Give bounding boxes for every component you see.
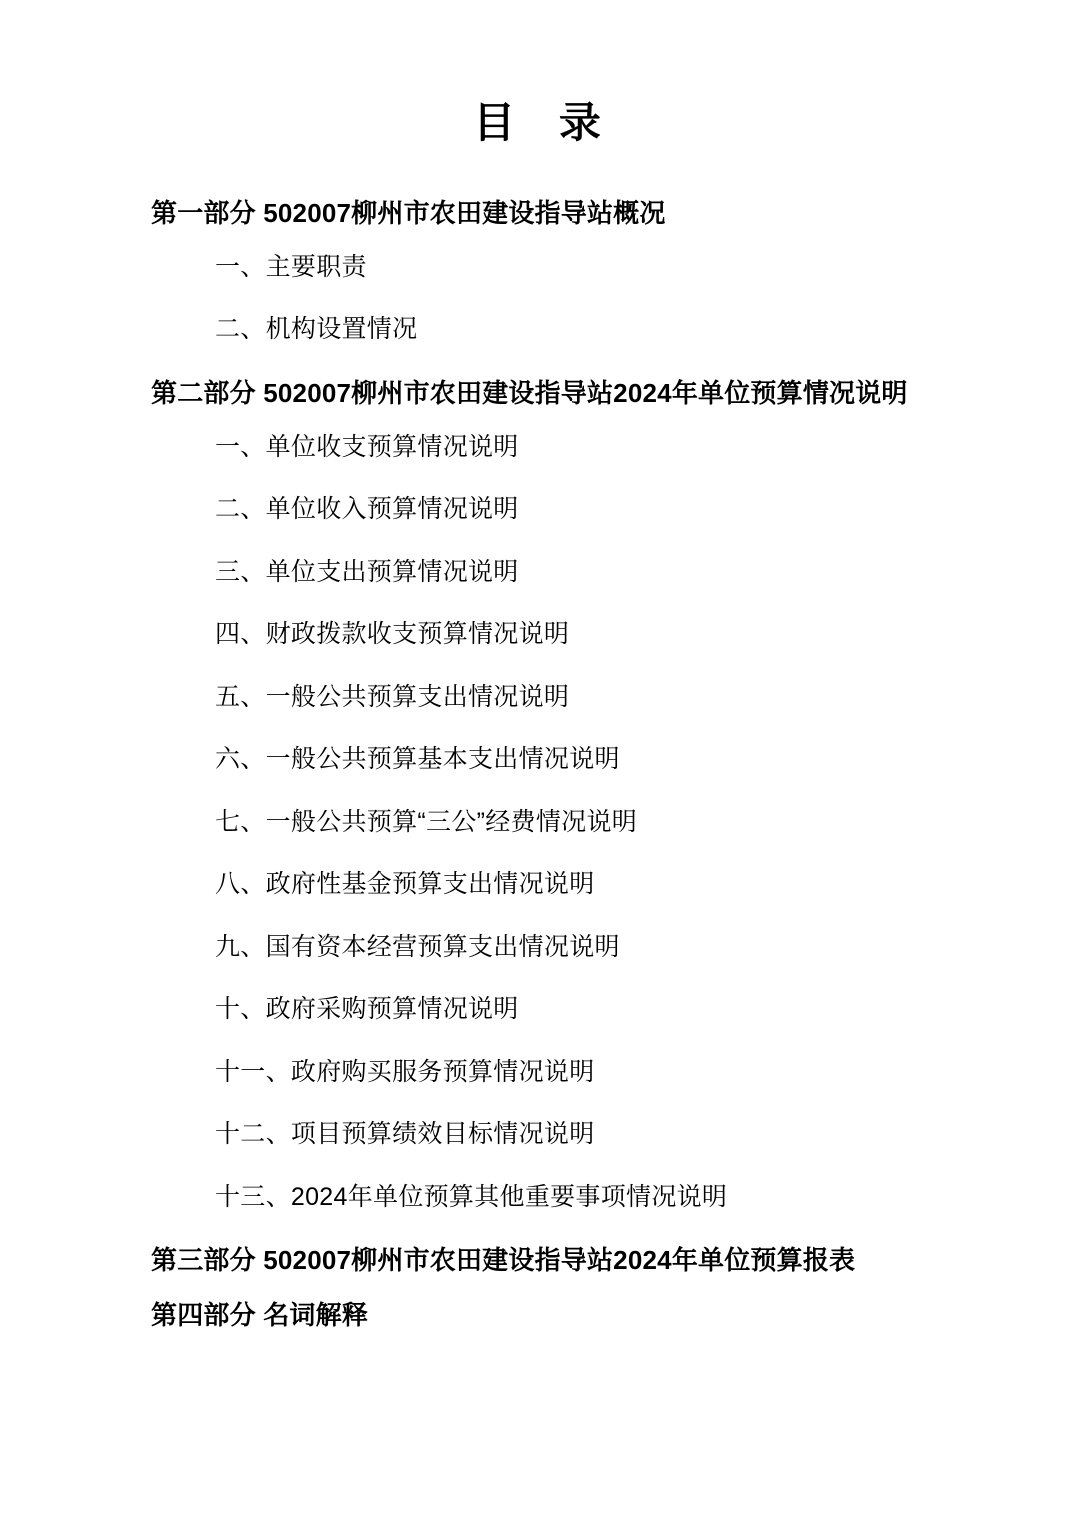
table-of-contents	[95, 196, 979, 1333]
toc-item-2-8[interactable]: 八、政府性基金预算支出情况说明	[215, 870, 595, 899]
toc-item-2-13[interactable]: 十三、2024年单位预算其他重要事项情况说明	[215, 1182, 728, 1211]
toc-item-2-7[interactable]: 七、一般公共预算“三公”经费情况说明	[215, 807, 638, 836]
toc-item-1-1[interactable]: 一、主要职责	[215, 252, 367, 281]
toc-part-1[interactable]: 第一部分 502007柳州市农田建设指导站概况	[151, 198, 666, 228]
toc-item-1-2[interactable]: 二、机构设置情况	[215, 315, 418, 344]
toc-item-2-9[interactable]: 九、国有资本经营预算支出情况说明	[215, 932, 620, 961]
toc-item-2-10[interactable]: 十、政府采购预算情况说明	[215, 995, 519, 1024]
toc-item-2-11[interactable]: 十一、政府购买服务预算情况说明	[215, 1057, 595, 1086]
toc-part-2[interactable]: 第二部分 502007柳州市农田建设指导站2024年单位预算情况说明	[151, 377, 908, 408]
page-title: 目 录	[473, 99, 617, 146]
toc-item-2-5[interactable]: 五、一般公共预算支出情况说明	[215, 682, 570, 711]
toc-item-2-6[interactable]: 六、一般公共预算基本支出情况说明	[215, 745, 620, 774]
toc-item-2-3[interactable]: 三、单位支出预算情况说明	[215, 557, 519, 586]
toc-item-2-4[interactable]: 四、财政拨款收支预算情况说明	[215, 620, 570, 649]
toc-part-3[interactable]: 第三部分 502007柳州市农田建设指导站2024年单位预算报表	[151, 1245, 856, 1276]
toc-item-2-1[interactable]: 一、单位收支预算情况说明	[215, 432, 519, 461]
toc-part-4[interactable]: 第四部分 名词解释	[151, 1299, 369, 1330]
toc-item-2-12[interactable]: 十二、项目预算绩效目标情况说明	[215, 1120, 595, 1149]
toc-item-2-2[interactable]: 二、单位收入预算情况说明	[215, 495, 519, 524]
